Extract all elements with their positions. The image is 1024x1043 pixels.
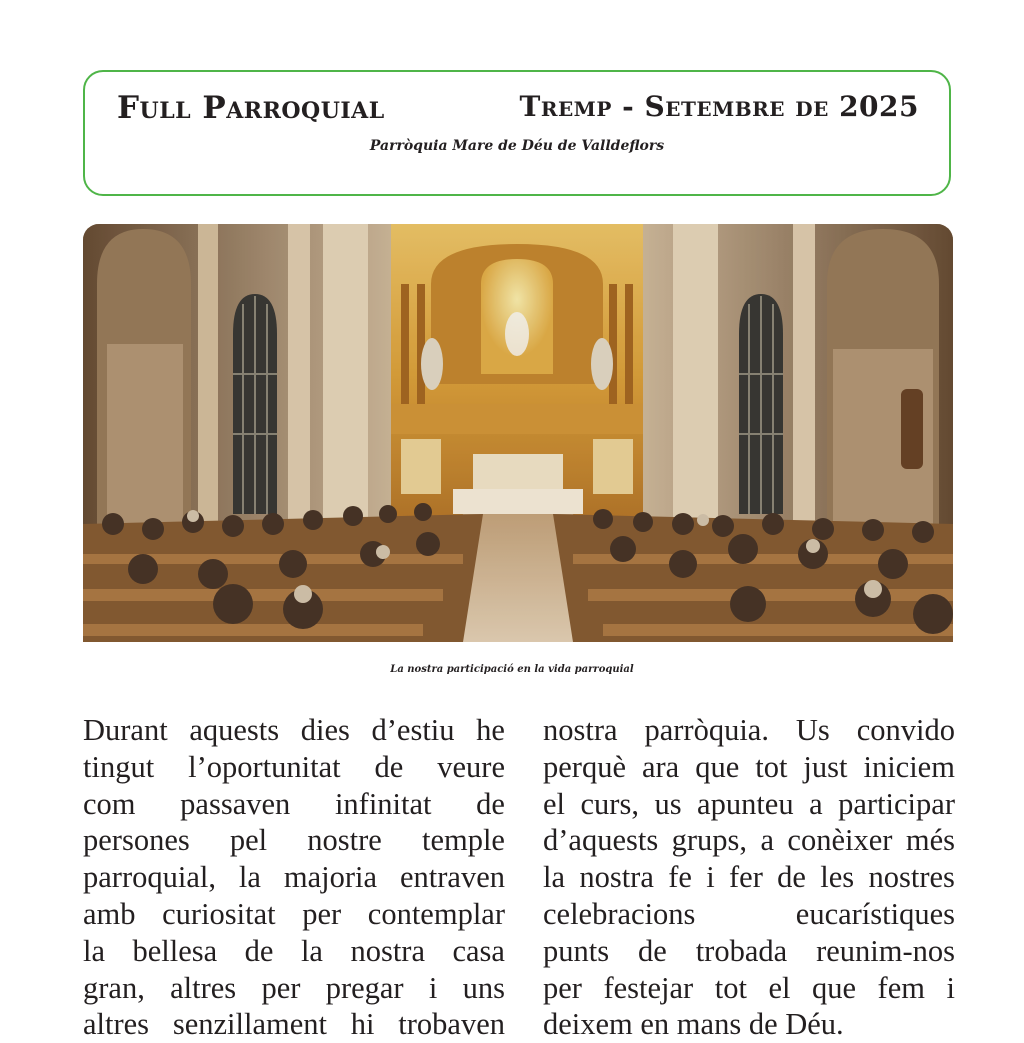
text-line: punts de trobada reunim-nos [543,933,955,968]
header-box [83,70,951,196]
text-line: tingut l’oportunitat de veure [83,749,505,784]
text-line: nostra parròquia. Us convido [543,713,955,747]
bulletin-name: Full Parroquial [117,90,385,126]
text-line: amb curiositat per contemplar [83,896,505,931]
text-line: el curs, us apunteu a participar [543,786,955,821]
text-line: perquè ara que tot just iniciem [543,749,955,784]
church-interior-illustration [83,224,953,642]
text-line: celebracions eucarístiques [543,896,955,931]
text-line: com passaven infinitat de [83,786,505,821]
bulletin-date: Tremp - Setembre de 2025 [519,90,919,123]
text-line: persones pel nostre temple [83,823,505,858]
article-title: La nostra participació en la vida parroquial [390,664,634,675]
text-line: la nostra fe i fer de les nostres [543,860,955,895]
text-line: gran, altres per pregar i uns [83,970,505,1005]
church-photo [83,224,953,642]
text-line: Durant aquests dies d’estiu he [83,713,505,747]
text-line: d’aquests grups, a conèixer més [543,823,955,858]
text-line: parroquial, la majoria entraven [83,860,505,895]
text-line: altres senzillament hi trobaven [83,1007,505,1042]
text-line: deixem en mans de Déu. [543,1007,844,1042]
text-line: la bellesa de la nostra casa [83,933,505,968]
parish-name: Parròquia Mare de Déu de Valldeflors [369,138,665,154]
article-column-left [83,712,505,1043]
article-column-right [543,712,955,1043]
text-line: per festejar tot el que fem i [543,970,955,1005]
